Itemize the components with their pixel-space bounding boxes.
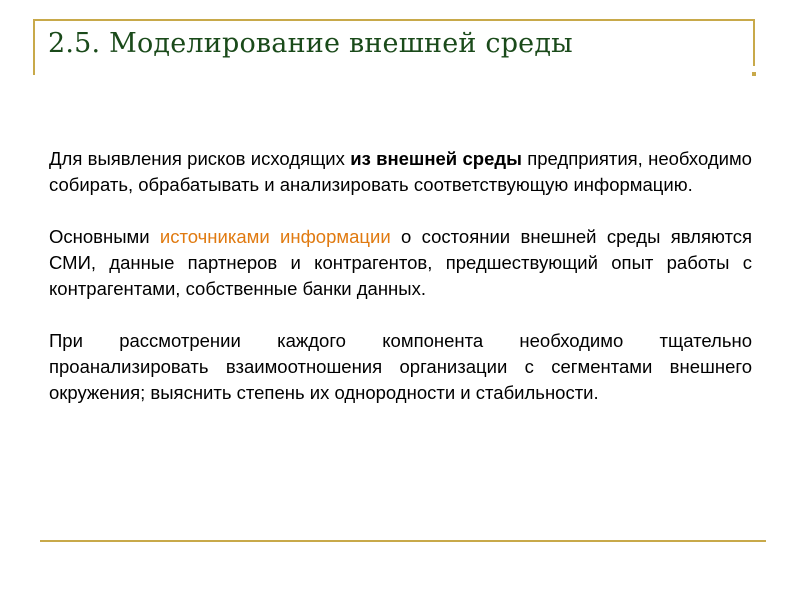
slide-title: 2.5. Моделирование внешней среды (48, 28, 573, 59)
right-rule (753, 19, 755, 66)
paragraph-risks (49, 146, 752, 198)
paragraph-sources-text-before: Основными (49, 226, 160, 247)
bottom-rule (40, 540, 766, 542)
paragraph-sources-text-after: о состоянии внешней среды являются СМИ, данные партнеров и контрагентов, предшествующий опыт работы с контрагентами, собственные банки данных. (49, 226, 752, 299)
paragraph-analysis: При рассмотрении каждого компонента необходимо тщательно проанализировать взаимоотношения организации с сегментами внешнего окружения; выяснить степень их однородности и стабильности. (49, 330, 752, 403)
slide-content (49, 146, 752, 432)
paragraph-risks-bold: из внешней среды (350, 148, 522, 169)
paragraph-risks-text-before: Для выявления рисков исходящих (49, 148, 351, 169)
corner-dot (752, 72, 756, 76)
left-rule (33, 19, 35, 75)
top-rule (33, 19, 755, 21)
paragraph-sources (49, 224, 752, 302)
paragraph-sources-accent: источниками информации (159, 226, 391, 247)
paragraph-risks-text-after: предприятия, необходимо собирать, обрабатывать и анализировать соответствующую информацию. (49, 148, 752, 195)
